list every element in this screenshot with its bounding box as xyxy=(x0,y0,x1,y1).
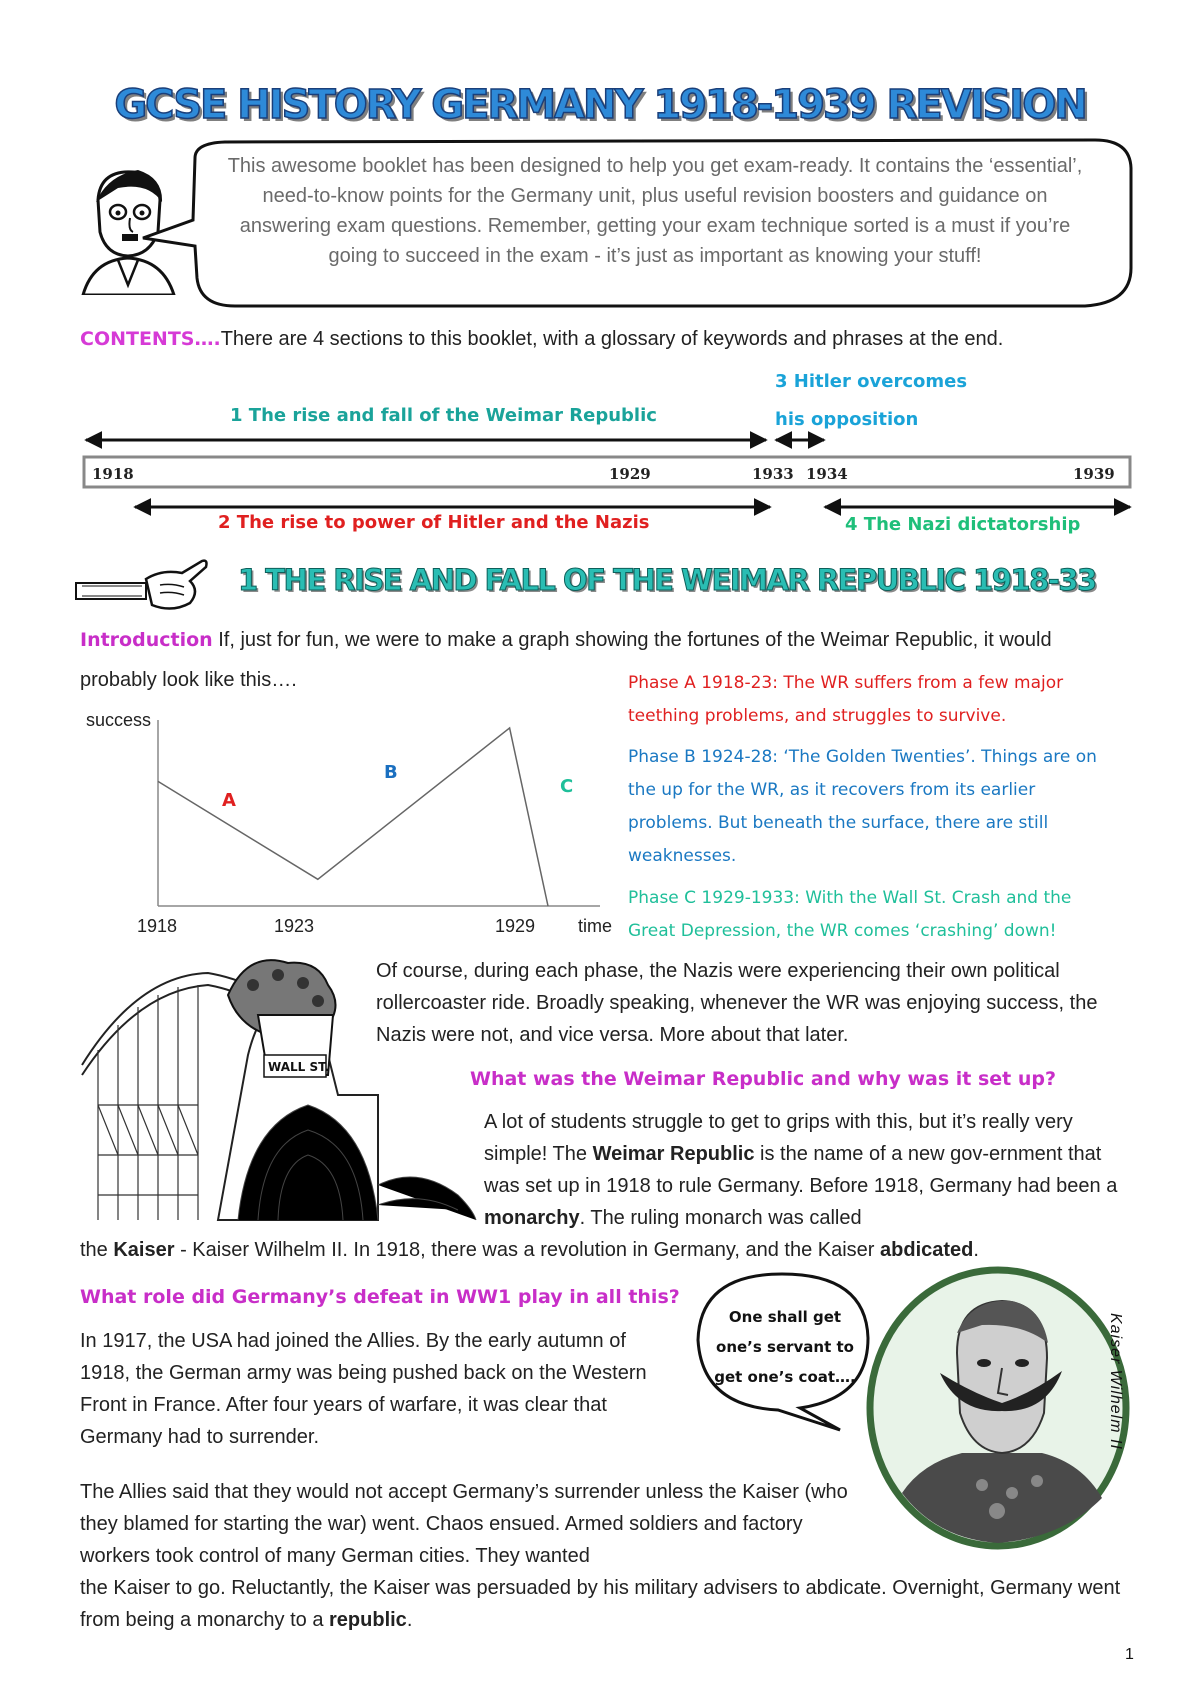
question-heading-ww1: What role did Germany’s defeat in WW1 play in all this? xyxy=(80,1286,680,1308)
phase-a xyxy=(628,667,1118,733)
phase-c-text: With the Wall St. Crash and the Great Depression, the WR comes ‘crashing’ down! xyxy=(628,888,1072,941)
timeline-section-2-label: 2 The rise to power of Hitler and the Nazis xyxy=(218,512,650,533)
phase-a-text: The WR suffers from a few major teething problems, and struggles to survive. xyxy=(628,673,1064,726)
contents-line xyxy=(80,323,1140,355)
rollercoaster-sign-text: WALL ST. xyxy=(268,1060,330,1074)
page-number: 1 xyxy=(1125,1646,1134,1663)
phase-b-text: ‘The Golden Twenties’. Things are on the up for the WR, as it recovers from its earlier problems. But beneath the surface, there are still weaknesses. xyxy=(628,747,1097,866)
intro-text: This awesome booklet has been designed to help you get exam-ready. It contains the ‘essential’, need-to-know points for the Germany unit, plus useful revision boosters and guidance on answering exam questions. Remember, getting your exam technique sorted is a must if you’re going to succeed in the exam - it’s just as important as knowing your stuff! xyxy=(227,155,1083,267)
phase-a-label: Phase A 1918-23: xyxy=(628,673,778,693)
timeline-bar xyxy=(84,457,1130,487)
phase-c-label: Phase C 1929-1933: xyxy=(628,888,800,908)
kaiser-abdication-line: the Kaiser - Kaiser Wilhelm II. In 1918, there was a revolution in Germany, and the Kaiser abdicated. xyxy=(80,1239,979,1261)
section-1-title: 1 THE RISE AND FALL OF THE WEIMAR REPUBLIC 1918-33 xyxy=(238,563,1096,597)
weimar-explanation-paragraph: A lot of students struggle to get to grips with this, but it’s really very simple! The Weimar Republic is the name of a new gov-ernment that was set up in 1918 to rule Germany. Before 1918, Germany had been a monarchy. The ruling monarch was called xyxy=(484,1111,1118,1229)
phase-b xyxy=(628,741,1118,873)
nazi-rollercoaster-paragraph: Of course, during each phase, the Nazis were experiencing their own political rollercoaster ride. Broadly speaking, whenever the WR was enjoying success, the Nazis were not, and vice versa. More about that later. xyxy=(376,960,1098,1046)
kaiser-speech-text: One shall get one’s servant to get one’s coat…. xyxy=(714,1308,856,1386)
chart-x-tick-1918: 1918 xyxy=(137,916,178,936)
chart-x-tick-1929: 1929 xyxy=(495,916,536,936)
timeline-section-3-label: 3 Hitler overcomes his opposition xyxy=(775,371,968,430)
chart-annotation-a: A xyxy=(222,790,236,811)
contents-label: CONTENTS…. xyxy=(80,328,221,350)
chart-annotation-b: B xyxy=(384,762,398,783)
chart-series-line xyxy=(158,728,548,906)
weimar-fortunes-chart xyxy=(80,700,620,945)
question-heading-weimar: What was the Weimar Republic and why was it set up? xyxy=(470,1068,1057,1090)
timeline-year-1933: 1933 xyxy=(752,465,794,483)
page-title: GCSE HISTORY GERMANY 1918-1939 REVISION xyxy=(114,82,1086,128)
timeline-section-1-label: 1 The rise and fall of the Weimar Republic xyxy=(230,405,657,426)
timeline-year-1939: 1939 xyxy=(1073,465,1115,483)
contents-text: There are 4 sections to this booklet, with a glossary of keywords and phrases at the end. xyxy=(220,328,1004,350)
timeline-year-1929: 1929 xyxy=(609,465,651,483)
phase-b-label: Phase B 1924-28: xyxy=(628,747,778,767)
timeline-year-1918: 1918 xyxy=(92,465,134,483)
phase-c xyxy=(628,882,1118,948)
pointing-hand-icon xyxy=(72,555,212,617)
kaiser-caption: Kaiser Wilhelm II xyxy=(1107,1313,1124,1450)
introduction-label: Introduction xyxy=(80,629,213,651)
ww1-paragraph-3: the Kaiser to go. Reluctantly, the Kaiser was persuaded by his military advisers to abdicate. Overnight, Germany went from being a monarchy to a republic. xyxy=(80,1577,1121,1631)
chart-annotation-c: C xyxy=(560,776,574,797)
chart-x-tick-1923: 1923 xyxy=(274,916,315,936)
timeline-year-1934: 1934 xyxy=(806,465,848,483)
kaiser-wilhelm-portrait xyxy=(862,1263,1132,1553)
chart-y-label: success xyxy=(86,710,152,730)
ww1-paragraph-1: In 1917, the USA had joined the Allies. By the early autumn of 1918, the German army was being pushed back on the Western Front in France. After four years of warfare, it was clear that Germany had to surrender. xyxy=(80,1330,647,1448)
introduction-text: If, just for fun, we were to make a graph showing the fortunes of the Weimar Republic, it would probably look like this…. xyxy=(80,629,1052,691)
chart-x-label: time xyxy=(578,916,613,936)
timeline-section-4-label: 4 The Nazi dictatorship xyxy=(845,514,1081,535)
ww1-paragraph-2: The Allies said that they would not accept Germany’s surrender unless the Kaiser (who they blamed for starting the war) went. Chaos ensued. Armed soldiers and factory workers took control of many German cities. They wanted xyxy=(80,1481,848,1567)
